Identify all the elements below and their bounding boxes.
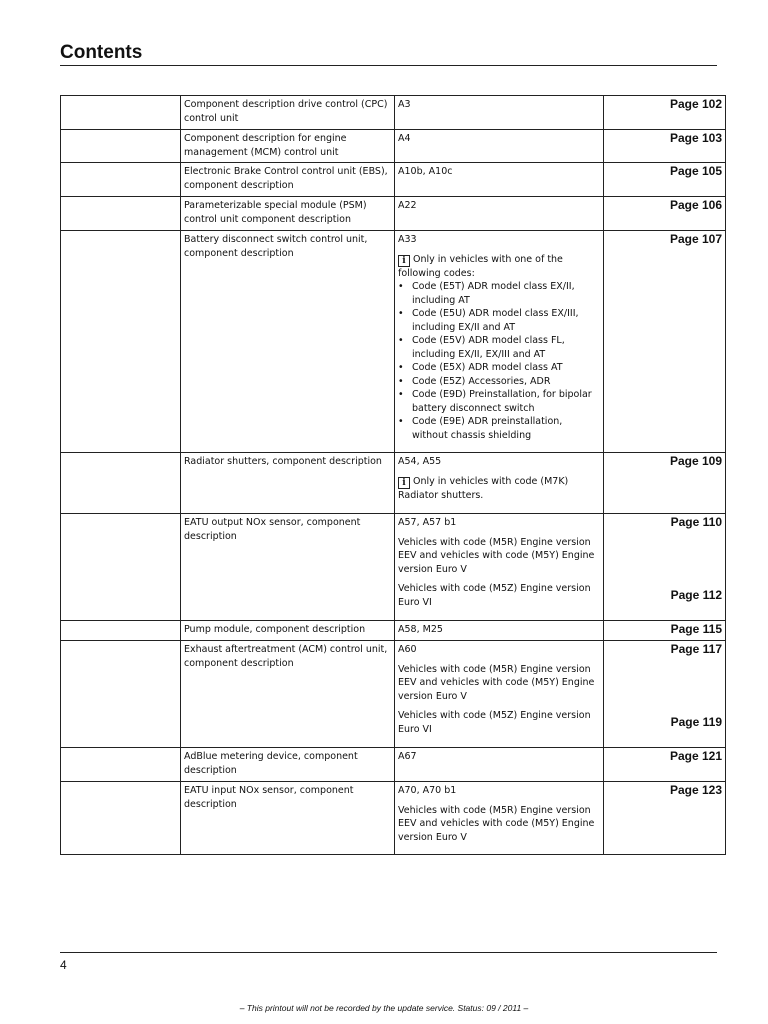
- empty-cell: [61, 641, 181, 748]
- component-code: A67: [395, 748, 604, 782]
- empty-cell: [61, 130, 181, 163]
- component-code: A22: [395, 197, 604, 231]
- component-code: A3: [395, 96, 604, 130]
- table-row: [61, 621, 726, 641]
- table-row: [61, 748, 726, 782]
- empty-cell: [61, 782, 181, 855]
- component-code-cell: [395, 453, 604, 514]
- variant-text: Vehicles with code (M5R) Engine version EEV and vehicles with code (M5Y) Engine version Euro V: [398, 536, 595, 575]
- page-cell: [604, 453, 726, 514]
- info-icon: i: [398, 255, 410, 267]
- component-description: AdBlue metering device, component description: [181, 748, 395, 782]
- page-reference[interactable]: Page 121: [669, 749, 722, 763]
- component-code-cell: [395, 231, 604, 453]
- page-reference[interactable]: Page 109: [669, 454, 722, 468]
- component-code: A54, A55: [398, 456, 442, 467]
- page-cell: [604, 197, 726, 231]
- table-row: [61, 231, 726, 453]
- component-code: A70, A70 b1: [398, 785, 457, 796]
- component-description: Component description for engine management (MCM) control unit: [181, 130, 395, 163]
- component-code: A58, M25: [395, 621, 604, 641]
- list-item: • Code (E5T) ADR model class EX/II, including AT: [412, 280, 600, 307]
- variant-text: Vehicles with code (M5R) Engine version EEV and vehicles with code (M5Y) Engine version Euro V: [398, 663, 595, 702]
- list-item: • Code (E5Z) Accessories, ADR: [412, 375, 600, 389]
- page-number: 4: [60, 958, 67, 972]
- table-row: [61, 641, 726, 748]
- footer-note: – This printout will not be recorded by the update service. Status: 09 / 2011 –: [239, 1003, 529, 1013]
- empty-cell: [61, 163, 181, 197]
- component-description: Parameterizable special module (PSM) control unit component description: [181, 197, 395, 231]
- footer-divider: [60, 952, 717, 953]
- page-cell: [604, 231, 726, 453]
- empty-cell: [61, 96, 181, 130]
- component-description: Component description drive control (CPC) control unit: [181, 96, 395, 130]
- empty-cell: [61, 514, 181, 621]
- page-reference[interactable]: Page 110: [670, 515, 722, 529]
- page-reference[interactable]: Page 107: [669, 232, 722, 246]
- component-description: Radiator shutters, component description: [181, 453, 395, 514]
- table-row: [61, 514, 726, 621]
- info-text: Only in vehicles with code (M7K) Radiator shutters.: [398, 475, 569, 501]
- info-text: Only in vehicles with one of the following codes:: [398, 253, 563, 279]
- component-description: Battery disconnect switch control unit, component description: [181, 231, 395, 453]
- info-icon: i: [398, 477, 410, 489]
- page-reference[interactable]: Page 102: [669, 97, 722, 111]
- page-reference[interactable]: Page 115: [670, 622, 722, 636]
- empty-cell: [61, 197, 181, 231]
- page-reference[interactable]: Page 117: [670, 642, 722, 656]
- page-cell: [604, 96, 726, 130]
- page-cell: [604, 621, 726, 641]
- component-code-cell: [395, 641, 604, 748]
- component-code: A33: [398, 234, 417, 245]
- component-description: Exhaust aftertreatment (ACM) control unit, component description: [181, 641, 395, 748]
- component-description: Pump module, component description: [181, 621, 395, 641]
- info-note: [398, 253, 600, 281]
- list-item: • Code (E9E) ADR preinstallation, without chassis shielding: [412, 415, 600, 442]
- page-reference[interactable]: Page 105: [669, 164, 722, 178]
- table-row: [61, 453, 726, 514]
- page-cell: [604, 514, 726, 621]
- page-cell: [604, 782, 726, 855]
- component-code: A4: [395, 130, 604, 163]
- list-item: • Code (E5V) ADR model class FL, including EX/II, EX/III and AT: [412, 334, 600, 361]
- table-row: [61, 130, 726, 163]
- component-code: A57, A57 b1: [398, 517, 457, 528]
- empty-cell: [61, 621, 181, 641]
- component-description: EATU input NOx sensor, component description: [181, 782, 395, 855]
- page-reference[interactable]: Page 123: [669, 783, 722, 797]
- contents-table: [60, 95, 726, 855]
- list-item: • Code (E5U) ADR model class EX/III, including EX/II and AT: [412, 307, 600, 334]
- variant-text: Vehicles with code (M5R) Engine version EEV and vehicles with code (M5Y) Engine version Euro V: [398, 804, 595, 843]
- component-code: A60: [398, 644, 417, 655]
- info-note: [398, 475, 600, 503]
- page-cell: [604, 748, 726, 782]
- component-code: A10b, A10c: [395, 163, 604, 197]
- empty-cell: [61, 453, 181, 514]
- page-cell: [604, 163, 726, 197]
- table-row: [61, 197, 726, 231]
- component-code-cell: [395, 514, 604, 621]
- page-cell: [604, 641, 726, 748]
- title-divider: [60, 65, 717, 66]
- empty-cell: [61, 748, 181, 782]
- page-reference[interactable]: Page 112: [670, 587, 722, 602]
- page-reference[interactable]: Page 103: [669, 131, 722, 145]
- component-description: Electronic Brake Control control unit (EBS), component description: [181, 163, 395, 197]
- table-row: [61, 163, 726, 197]
- table-row: [61, 96, 726, 130]
- page-cell: [604, 130, 726, 163]
- page-title: Contents: [60, 42, 143, 63]
- page-reference[interactable]: Page 119: [670, 714, 722, 729]
- component-code-cell: [395, 782, 604, 855]
- list-item: • Code (E5X) ADR model class AT: [412, 361, 600, 375]
- component-description: EATU output NOx sensor, component description: [181, 514, 395, 621]
- code-list: [398, 280, 600, 442]
- table-row: [61, 782, 726, 855]
- variant-text: Vehicles with code (M5Z) Engine version Euro VI: [398, 710, 591, 735]
- variant-text: Vehicles with code (M5Z) Engine version Euro VI: [398, 583, 591, 608]
- empty-cell: [61, 231, 181, 453]
- page-reference[interactable]: Page 106: [669, 198, 722, 212]
- list-item: • Code (E9D) Preinstallation, for bipolar battery disconnect switch: [412, 388, 600, 415]
